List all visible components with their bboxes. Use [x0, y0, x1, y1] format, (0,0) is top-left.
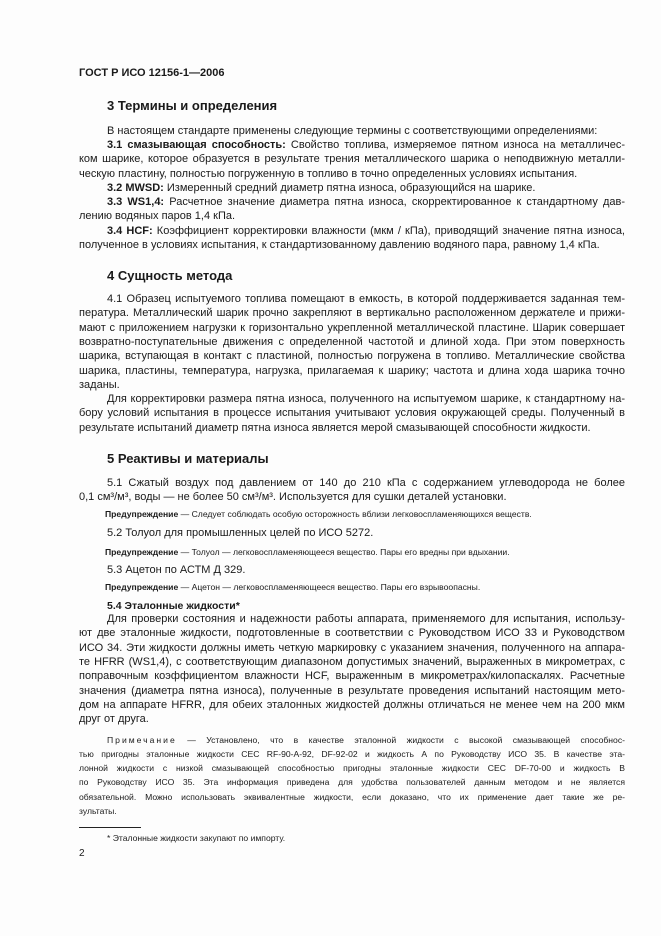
line-text: друг от друга.	[79, 713, 149, 726]
subheading-line	[107, 599, 240, 613]
line-text: обязательной. Можно использовать эквивалентные жидкости, если доказано, что их применение дает такие же ре-	[79, 791, 625, 802]
line-text: значения (диаметра пятна износа), полученные в результате проведения испытаний настоящим мето-	[79, 684, 625, 697]
line-text: 4 Сущность метода	[107, 268, 233, 283]
line-text: — Установлено, что в качестве эталонной жидкости с высокой смазывающей способнос-	[176, 735, 625, 745]
line-text: — Толуол — легковоспламеняющееся вещество. Пары его вредны при вдыхании.	[178, 547, 510, 557]
term-label: 3.3 WS1,4:	[107, 196, 165, 208]
line-text: Измеренный средний диаметр пятна износа, образующийся на шарике.	[163, 182, 536, 194]
line-text: 5.4 Эталонные жидкости*	[107, 600, 240, 612]
para-line	[79, 349, 625, 363]
line-text: 5 Реактивы и материалы	[107, 451, 269, 466]
line-text: Для проверки состояния и надежности работы аппарата, применяемого для испытания, использу-	[107, 613, 625, 625]
line-text: ют две эталонные жидкости, подготовленные в соответствии с Руководством ИСО 33 и Руководством	[79, 627, 625, 640]
line-text: те HFRR (WS1,4), с соответствующим диапазоном допустимых значений, выраженных в микрометрах, с	[79, 655, 625, 668]
line-text: по Руководству ИСО 35. Эта информация приведена для удобства пользователей данным методом и не является	[79, 777, 625, 788]
para-line	[79, 406, 625, 420]
footnote-divider	[79, 827, 141, 828]
line-text: Расчетное значение диаметра пятна износа, скорректированное к стандартному дав-	[164, 196, 625, 208]
para-line	[79, 712, 149, 726]
line-text: поправочным коэффициентом влажности HCF, выраженным в микрометрах/килопаскалях. Расчетные	[79, 670, 625, 683]
line-text: В настоящем стандарте применены следующие термины с соответствующими определениями:	[107, 125, 598, 137]
line-text: заданы.	[79, 378, 120, 391]
para-line	[79, 669, 625, 683]
note-line	[79, 747, 625, 761]
para-line	[79, 209, 235, 223]
page-number: 2	[79, 848, 85, 859]
heading-line	[107, 451, 269, 467]
para-line	[107, 476, 625, 490]
line-text: 5.1 Сжатый воздух под давлением от 140 до 210 кПа с содержанием углеводорода не более	[107, 477, 625, 489]
para-line	[107, 195, 625, 209]
line-text: Для корректировки размера пятна износа, полученного на испытуемом шарике, к стандартному на-	[107, 393, 625, 405]
para-line	[107, 138, 625, 152]
para-line	[107, 224, 625, 238]
line-text: мают с приложением нагрузки к горизонтально укрепленной металлической пластине. Шарик совершает	[79, 321, 625, 334]
note-line	[79, 761, 625, 775]
term-label: 3.1 смазывающая способность:	[107, 139, 286, 151]
line-text: шарика, вступающая в контакт с пластиной, полностью погружена в топливо. Металлические свойства	[79, 350, 625, 363]
heading-line	[107, 98, 277, 114]
note-label: Примечание	[107, 735, 177, 745]
line-text: — Следует соблюдать особую осторожность вблизи легковоспламеняющихся веществ.	[178, 509, 532, 519]
para-line	[79, 698, 625, 712]
para-line	[107, 392, 625, 406]
line-text: лению водяных паров 1,4 кПа.	[79, 210, 236, 223]
line-text: результате испытаний диаметр пятна износа является мерой смазывающей способности жидкости.	[79, 421, 591, 434]
warning-line	[105, 507, 532, 521]
warning-line	[105, 580, 480, 594]
para-line	[79, 684, 625, 698]
para-line	[107, 612, 625, 626]
line-text: ком шарике, которое образуется в результате трения металлического шарика о неподвижную металли-	[79, 153, 625, 166]
para-line	[79, 378, 120, 392]
para-line	[107, 181, 536, 195]
para-line	[79, 421, 591, 435]
line-text: 4.1 Образец испытуемого топлива помещают в емкость, в которой поддерживается заданная тем-	[107, 293, 625, 305]
term-label: Предупреждение	[105, 509, 179, 519]
para-line	[79, 321, 625, 335]
para-line	[79, 335, 625, 349]
para-line	[79, 626, 625, 640]
line-text: Свойство топлива, измеряемое пятном износа на металличес-	[285, 139, 625, 151]
term-label: 3.2 MWSD:	[107, 182, 164, 194]
para-line	[107, 563, 245, 577]
para-line	[79, 641, 625, 655]
line-text: шарика, пластины, температура, нагрузка, прилагаемая к шарику; частота и длина хода шарика точно	[79, 364, 625, 377]
document-header: ГОСТ Р ИСО 12156-1—2006	[79, 67, 225, 79]
para-line	[79, 490, 507, 504]
para-line	[79, 655, 625, 669]
heading-line	[107, 268, 232, 284]
para-line	[107, 124, 597, 138]
line-text: возвратно-поступательные движения с определенной частотой и длиной хода. При этом поверхность	[79, 335, 625, 348]
line-text: пература. Металлический шарик прочно закрепляют в вертикально расположенном держателе и прижи-	[79, 307, 625, 320]
warning-line	[105, 545, 510, 559]
line-text: ческую пластину, полностью погруженную в топливо в точно определенных условиях испытания.	[79, 167, 578, 180]
footnote-line	[107, 831, 285, 845]
para-line	[79, 152, 625, 166]
line-text: — Ацетон — легковоспламеняющееся вещество. Пары его взрывоопасны.	[178, 582, 481, 592]
line-text: полученное в условиях испытания, к стандартизованному давлению водяного пара, равному 1,4 кПа.	[79, 239, 600, 252]
line-text: ИСО 34. Эти жидкости должны иметь четкую маркировку с указанием значения, полученного на аппара-	[79, 641, 625, 654]
line-text: 3 Термины и определения	[107, 98, 278, 113]
para-line	[79, 167, 577, 181]
line-text: лонной жидкости с низкой смазывающей способностью пригодны эталонные жидкости CEC DF-70-00 и жидкость В	[79, 763, 625, 774]
line-text: 5.2 Толуол для промышленных целей по ИСО 5272.	[107, 527, 374, 539]
para-line	[79, 306, 625, 320]
note-line	[79, 804, 117, 818]
line-text: Коэффициент корректировки влажности (мкм / кПа), приводящий значение пятна износа,	[152, 225, 625, 237]
para-line	[79, 238, 600, 252]
line-text: 0,1 см³/м³, воды — не более 50 см³/м³. Используется для сушки деталей установки.	[79, 491, 507, 504]
line-text: 5.3 Ацетон по АСТМ Д 329.	[107, 564, 246, 576]
term-label: 3.4 HCF:	[107, 225, 153, 237]
para-line	[107, 292, 625, 306]
para-line	[79, 364, 625, 378]
note-line	[79, 775, 625, 789]
line-text: * Эталонные жидкости закупают по импорту.	[107, 833, 286, 843]
term-label: Предупреждение	[105, 547, 179, 557]
line-text: дом на аппарате HFRR, для обеих эталонных жидкостей должны отличаться не менее чем на 200 мкм	[79, 698, 625, 711]
line-text: зультаты.	[79, 805, 117, 816]
line-text: бору условий испытания в процессе испытания учитывают условия окружающей среды. Полученный в	[79, 407, 625, 420]
line-text: тью пригодны эталонные жидкости CEC RF-90-A-92, DF-92-02 и жидкость А по Руководству ИСО 35. В качестве эта-	[79, 749, 625, 760]
term-label: Предупреждение	[105, 582, 179, 592]
para-line	[107, 526, 373, 540]
note-line	[79, 790, 625, 804]
note-line	[107, 733, 625, 747]
